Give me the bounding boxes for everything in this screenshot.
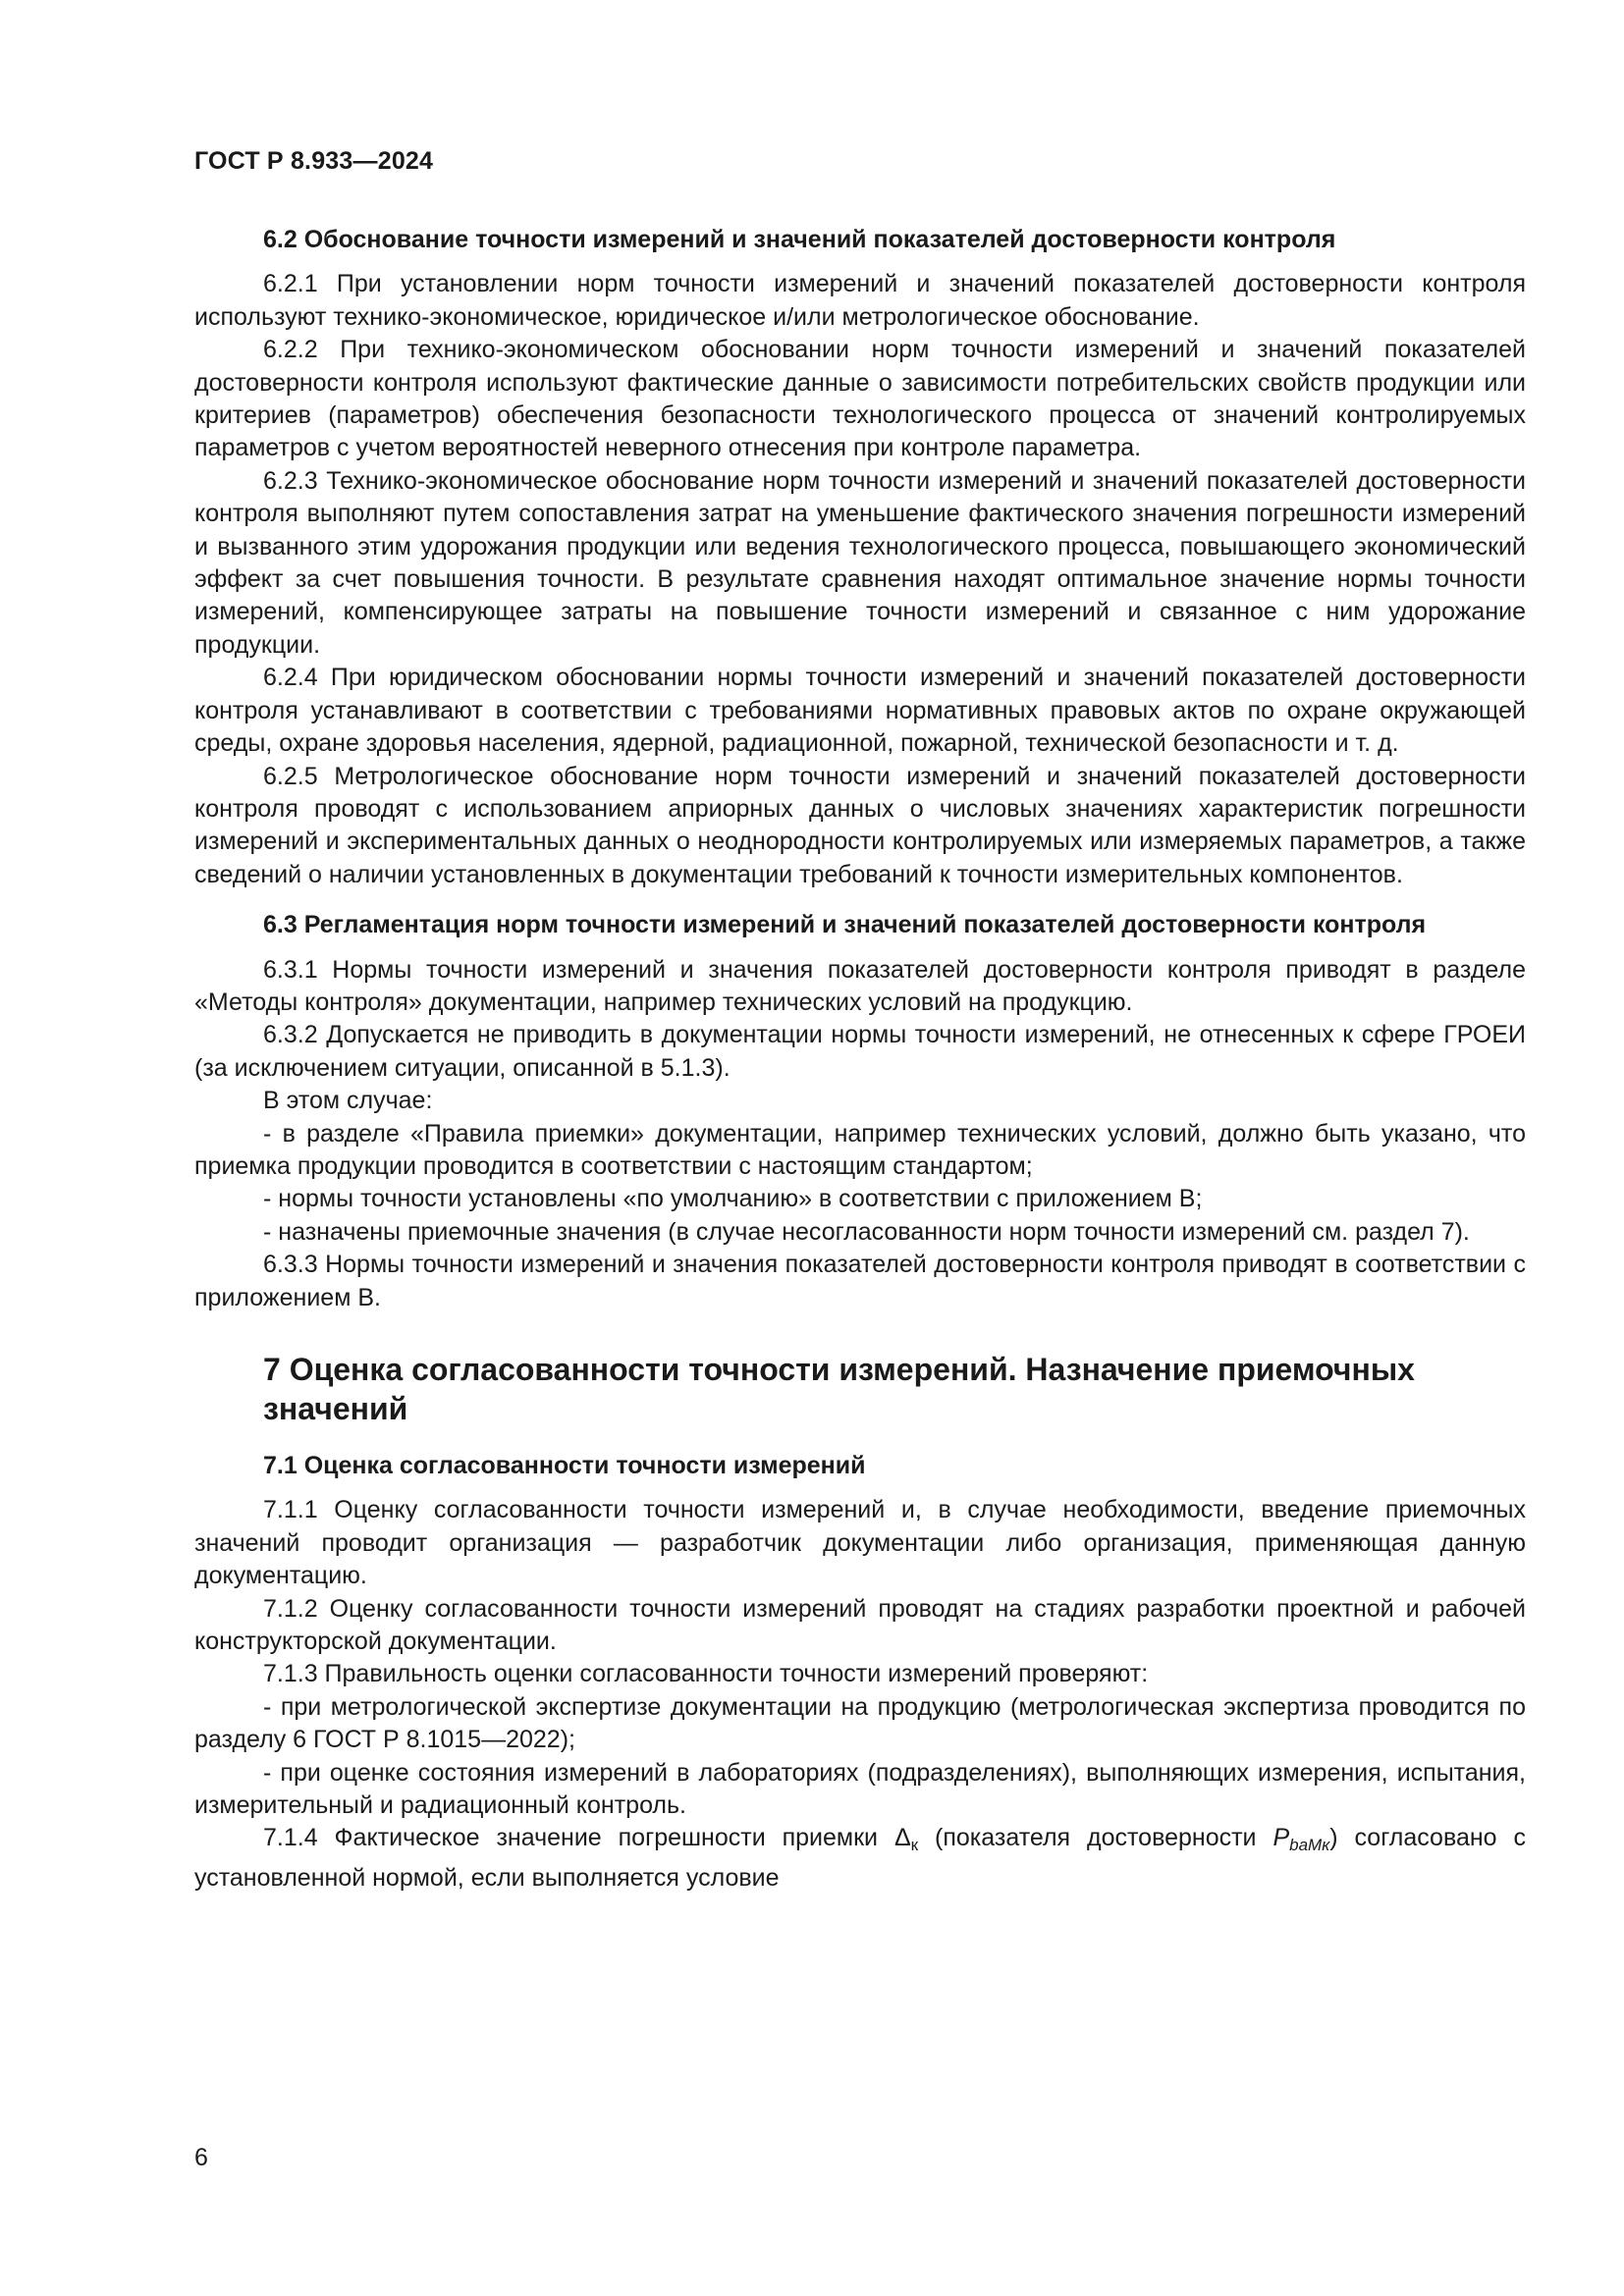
list-item-acceptance-values: - назначены приемочные значения (в случае несогласованности норм точности измерений см. раздел 7). <box>263 1217 1470 1246</box>
paragraph-7-1-4-part-b: (показателя достоверности <box>918 1824 1273 1852</box>
paragraph-6-2-3: 6.2.3 Технико-экономическое обоснование норм точности измерений и значений показателей достоверности контроля выполняют путем сопоставления затрат на уменьшение фактического значения погрешности измерений и вызванного этим удорожания продукции или ведения технологического процесса, повышающего экономический эффект за счет повышения точности. В результате сравнения находят оптимальное значение нормы точности измерений, компенсирующее затраты на повышение точности измерений и связанное с ним удорожание продукции. <box>194 466 1526 659</box>
section-6-3-title: 6.3 Регламентация норм точности измерений и значений показателей достоверности контроля <box>263 911 1427 939</box>
section-7-1-title: 7.1 Оценка согласованности точности измерений <box>263 1452 866 1479</box>
paragraph-7-1-4-part-a: 7.1.4 Фактическое значение погрешности приемки Δ <box>263 1824 911 1852</box>
list-item-lab-assessment: - при оценке состояния измерений в лабораториях (подразделениях), выполняющих измерения, испытания, измерительный и радиационный контроль. <box>194 1758 1526 1820</box>
section-7-title: 7 Оценка согласованности точности измерений. Назначение приемочных значений <box>263 1352 1415 1426</box>
paragraph-6-3-1: 6.3.1 Нормы точности измерений и значения показателей достоверности контроля приводят в разделе «Методы контроля» документации, например технических условий на продукцию. <box>194 955 1526 1016</box>
delta-subscript: к <box>910 1836 919 1855</box>
page-content <box>194 224 1526 1895</box>
page-number: 6 <box>194 2144 208 2171</box>
paragraph-7-1-4 <box>194 1822 1526 1895</box>
paragraph-6-2-2: 6.2.2 При технико-экономическом обосновании норм точности измерений и значений показателей достоверности контроля используют фактические данные о зависимости потребительских свойств продукции или критериев (параметров) обеспечения безопасности технологического процесса от значений контролируемых параметров с учетом вероятностей неверного отнесения при контроле параметра. <box>194 336 1526 462</box>
paragraph-6-3-2: 6.3.2 Допускается не приводить в документации нормы точности измерений, не отнесенных к сфере ГРОЕИ (за исключением ситуации, описанной в 5.1.3). <box>194 1021 1526 1082</box>
paragraph-6-2-4: 6.2.4 При юридическом обосновании нормы точности измерений и значений показателей достоверности контроля устанавливают в соответствии с требованиями нормативных правовых актов по охране окружающей среды, охране здоровья населения, ядерной, радиационной, пожарной, технической безопасности и т. д. <box>194 664 1526 758</box>
paragraph-7-1-4-part-c: ) согласовано с установленной нормой, если выполняется условие <box>194 1824 1526 1892</box>
paragraph-6-3-3: 6.3.3 Нормы точности измерений и значения показателей достоверности контроля приводят в соответствии с приложением В. <box>194 1251 1526 1311</box>
list-item-default-norms: - нормы точности установлены «по умолчанию» в соответствии с приложением В; <box>263 1185 1203 1213</box>
paragraph-7-1-3: 7.1.3 Правильность оценки согласованности точности измерений проверяют: <box>263 1660 1149 1688</box>
symbol-p-subscript: baMк <box>1289 1836 1330 1855</box>
symbol-p: P <box>1272 1824 1290 1852</box>
paragraph-7-1-1: 7.1.1 Оценку согласованности точности измерений и, в случае необходимости, введение приемочных значений проводит организация — разработчик документации либо организация, применяющая данную документацию. <box>194 1496 1526 1590</box>
paragraph-6-2-5: 6.2.5 Метрологическое обоснование норм точности измерений и значений показателей достоверности контроля проводят с использованием априорных данных о числовых значениях характеристик погрешности измерений и экспериментальных данных о неоднородности контролируемых или измеряемых параметров, а также сведений о наличии установленных в документации требований к точности измерительных компонентов. <box>194 762 1526 888</box>
list-item-metrological-expertise: - при метрологической экспертизе документации на продукцию (метрологическая экспертиза проводится по разделу 6 ГОСТ Р 8.1015—2022); <box>194 1692 1526 1754</box>
list-item-rules-of-acceptance: - в разделе «Правила приемки» документации, например технических условий, должно быть указано, что приемка продукции проводится в соответствии с настоящим стандартом; <box>194 1119 1526 1180</box>
paragraph-7-1-2: 7.1.2 Оценку согласованности точности измерений проводят на стадиях разработки проектной и рабочей конструкторской документации. <box>194 1594 1526 1656</box>
paragraph-6-2-1: 6.2.1 При установлении норм точности измерений и значений показателей достоверности контроля используют технико-экономическое, юридическое и/или метрологическое обоснование. <box>194 270 1526 331</box>
paragraph-6-3-2-intro: В этом случае: <box>263 1087 433 1115</box>
document-code-header: ГОСТ Р 8.933—2024 <box>194 147 434 175</box>
section-6-2-title: 6.2 Обоснование точности измерений и значений показателей достоверности контроля <box>263 226 1336 253</box>
